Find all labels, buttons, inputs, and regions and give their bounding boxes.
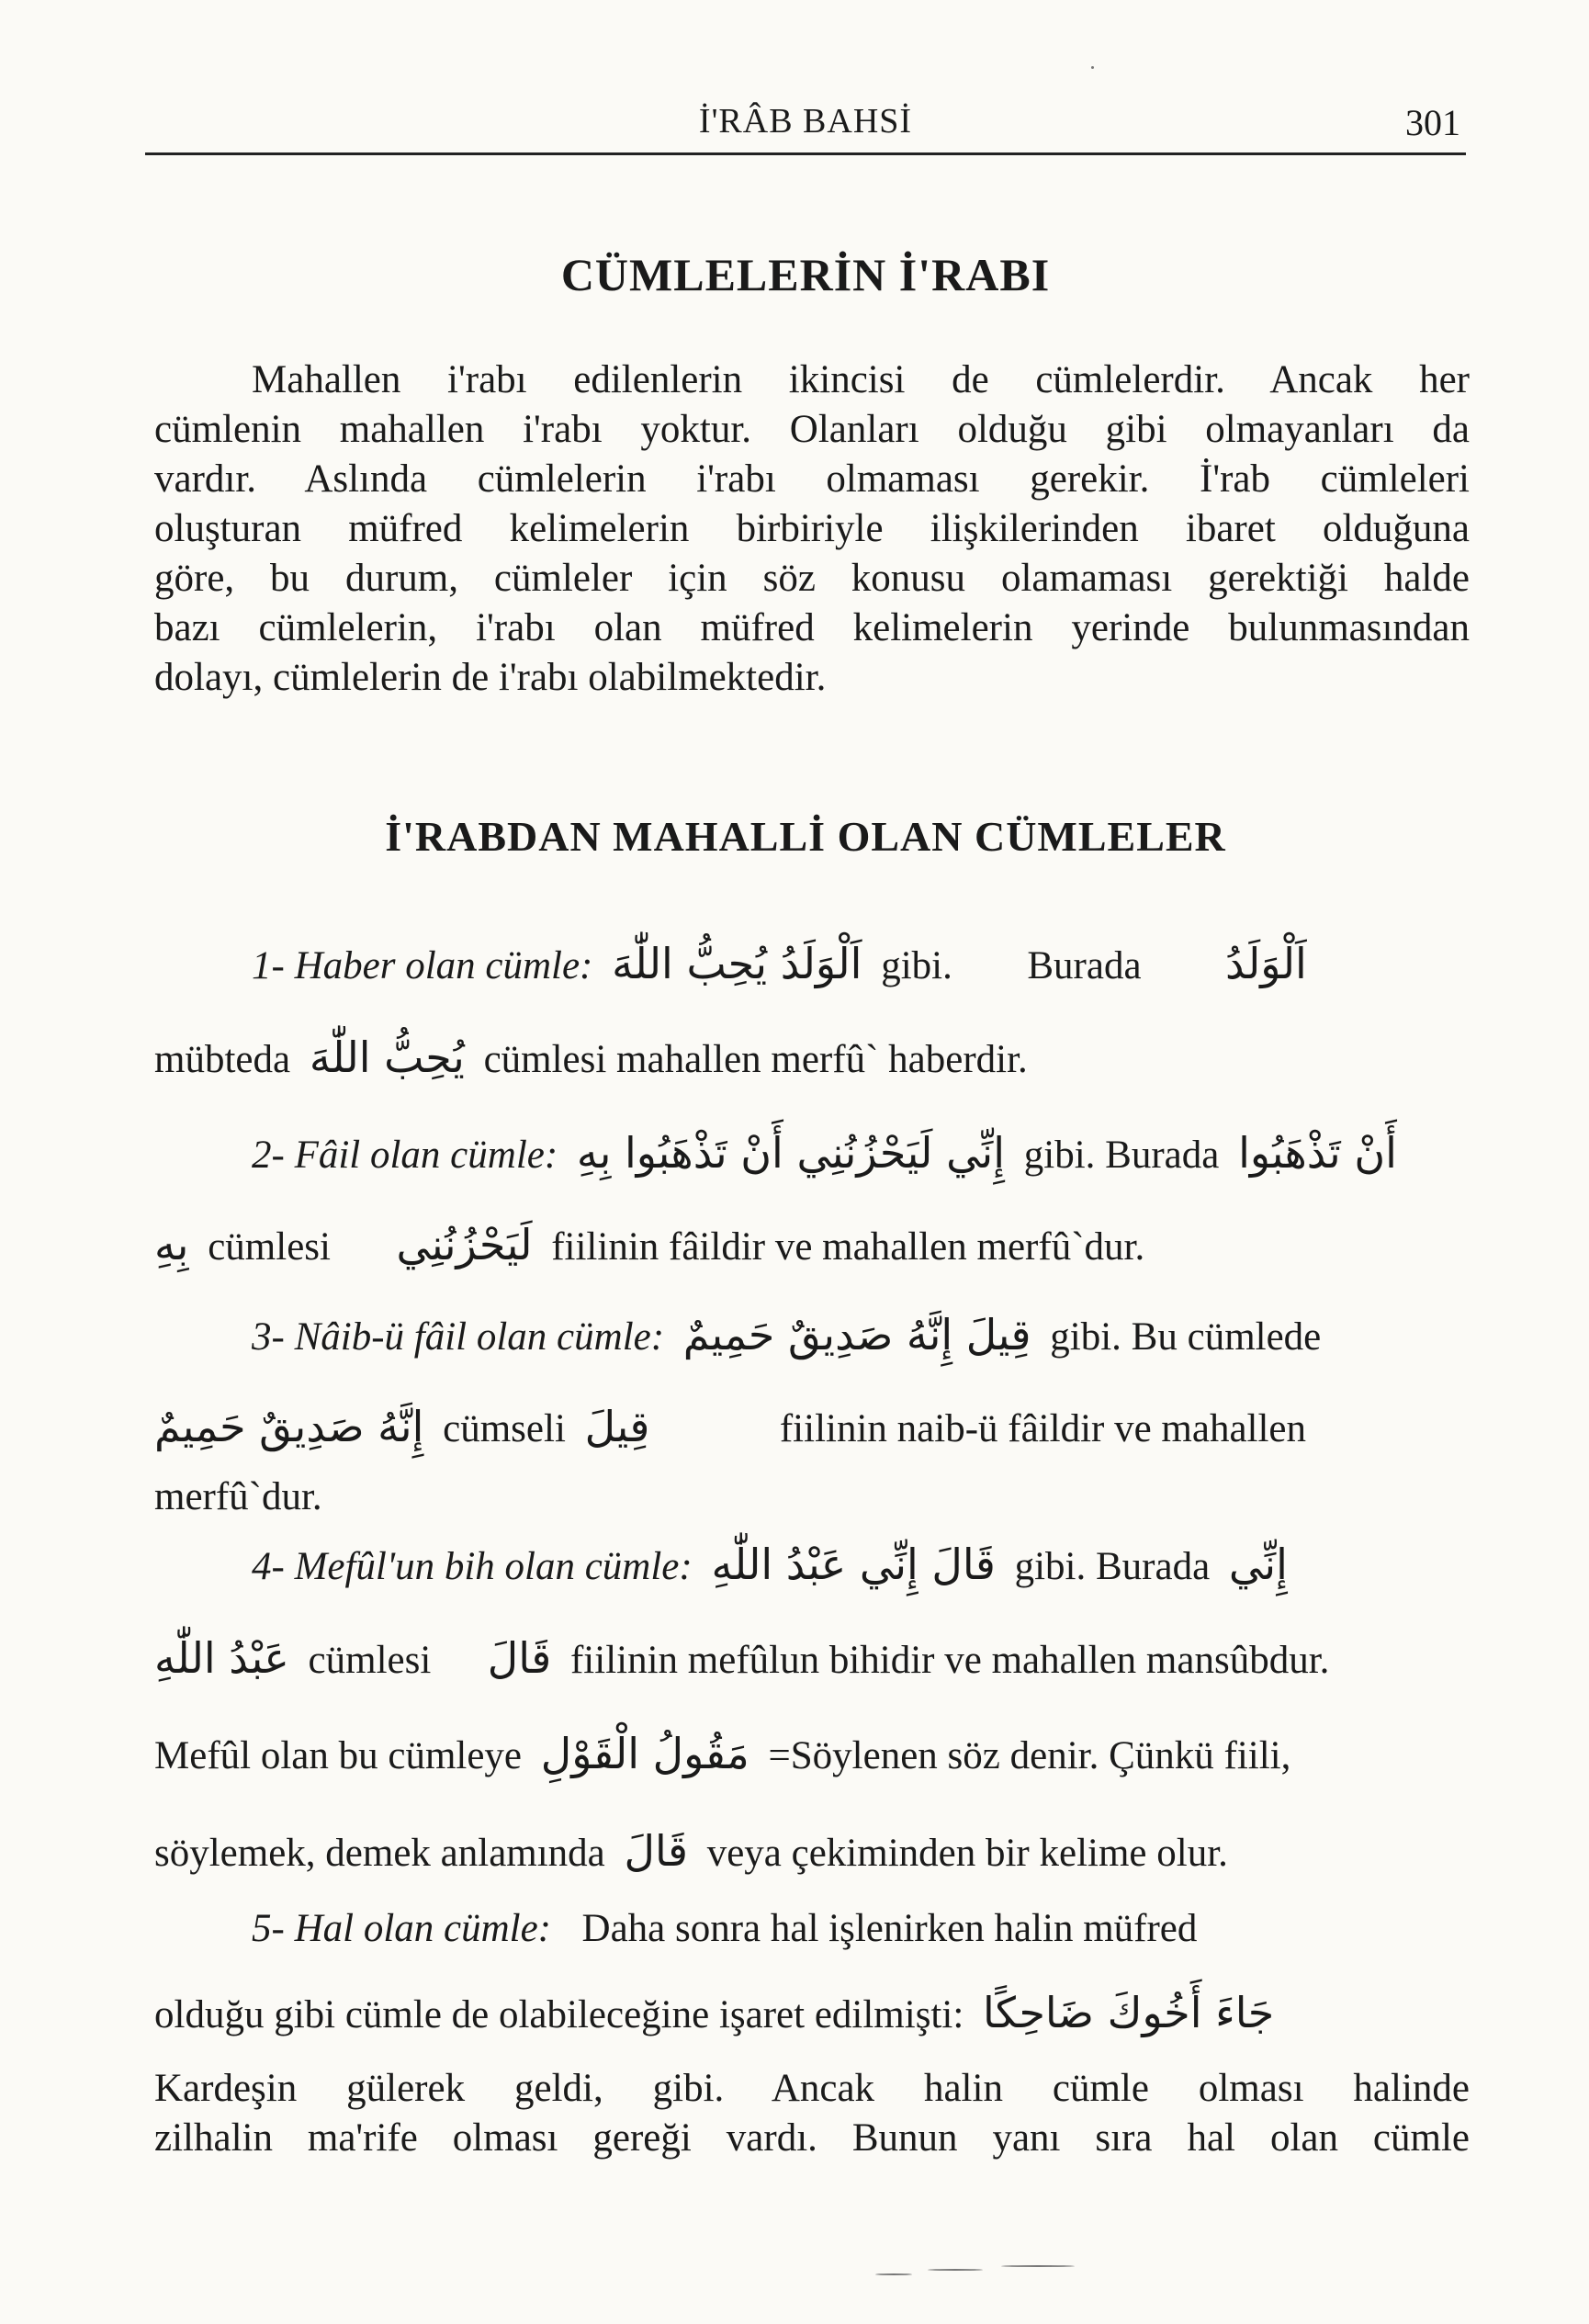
item-line <box>252 1310 1470 1361</box>
text: veya çekiminden bir kelime olur. <box>706 1832 1228 1875</box>
item-line <box>154 1220 1470 1271</box>
arabic-term: اَلْوَلَدُ <box>1225 939 1307 988</box>
scan-speck <box>1001 2265 1075 2267</box>
arabic-example: قَالَ إِنِّي عَبْدُ اللّٰهِ <box>711 1540 996 1589</box>
text: fiilinin fâildir ve mahallen merfû`dur. <box>551 1225 1145 1269</box>
text: Daha sonra hal işlenirken halin müfred <box>581 1907 1198 1950</box>
item-label: 4- Mefûl'un bih olan cümle: <box>252 1545 693 1588</box>
burada-text: Burada <box>1027 944 1142 987</box>
arabic-example: إِنِّي لَيَحْزُنُنِي أَنْ تَذْهَبُوا بِهِ <box>576 1128 1005 1178</box>
running-title: İ'RÂB BAHSİ <box>698 102 913 141</box>
text: Mefûl olan bu cümleye <box>154 1734 523 1777</box>
text: mübteda <box>154 1038 291 1081</box>
item-line: merfû`dur. <box>154 1475 322 1518</box>
arabic-term: إِنَّهُ صَدِيقٌ حَمِيمٌ <box>154 1402 424 1451</box>
text: fiilinin naib-ü fâildir ve mahallen <box>779 1407 1307 1450</box>
text: =Söylenen söz denir. Çünkü fiili, <box>768 1734 1291 1777</box>
item-label: 2- Fâil olan cümle: <box>252 1134 558 1177</box>
intro-line: Mahallen i'rabı edilenlerin ikincisi de cümlelerdir. Ancak her <box>252 358 1470 401</box>
item-label: 1- Haber olan cümle: <box>252 944 593 987</box>
arabic-example: جَاءَ أَخُوكَ ضَاحِكًا <box>983 1988 1275 2037</box>
arabic-term: يُحِبُّ اللّٰهَ <box>309 1032 465 1082</box>
gibi-text: gibi. <box>1023 1134 1096 1177</box>
text: cümlesi <box>208 1225 331 1269</box>
arabic-term: إِنِّي <box>1228 1540 1288 1589</box>
arabic-term: لَيَحْزُنُنِي <box>396 1220 533 1269</box>
item-line <box>154 1032 1470 1084</box>
item-line <box>154 1826 1470 1878</box>
item-line <box>252 1905 1470 1953</box>
text: Bu cümlede <box>1131 1315 1322 1359</box>
intro-line: oluşturan müfred kelimelerin birbiriyle ilişkilerinden ibaret olduğuna <box>154 507 1470 550</box>
item-line <box>252 939 1470 990</box>
arabic-term: قَالَ <box>624 1826 688 1876</box>
arabic-term: عَبْدُ اللّٰهِ <box>154 1633 289 1683</box>
gibi-text: gibi. <box>881 944 952 987</box>
arabic-term: قَالَ <box>487 1633 552 1683</box>
arabic-term: أَنْ تَذْهَبُوا <box>1238 1128 1397 1178</box>
arabic-example: قِيلَ إِنَّهُ صَدِيقٌ حَمِيمٌ <box>682 1310 1031 1359</box>
item-line <box>154 1729 1470 1780</box>
text: söylemek, demek anlamında <box>154 1832 605 1875</box>
text: cümlesi mahallen merfû` haberdir. <box>483 1038 1028 1081</box>
scan-speck <box>928 2269 983 2271</box>
item-line <box>154 1988 1470 2039</box>
item-line <box>252 1540 1470 1591</box>
item-line <box>154 1633 1470 1685</box>
intro-line: dolayı, cümlelerin de i'rabı olabilmektedir. <box>154 656 827 699</box>
burada-text: Burada <box>1105 1134 1220 1177</box>
arabic-term: بِهِ <box>154 1220 189 1269</box>
arabic-term: قِيلَ <box>584 1402 650 1451</box>
item-line: Kardeşin gülerek geldi, gibi. Ancak halin cümle olması halinde <box>154 2067 1470 2110</box>
section-title: İ'RABDAN MAHALLİ OLAN CÜMLELER <box>385 813 1226 860</box>
gibi-text: gibi. <box>1050 1315 1121 1359</box>
gibi-text: gibi. <box>1014 1545 1087 1588</box>
text: fiilinin mefûlun bihidir ve mahallen mansûbdur. <box>569 1639 1330 1682</box>
text: olduğu gibi cümle de olabileceğine işaret edilmişti: <box>154 1993 964 2036</box>
scan-speck <box>1091 66 1094 69</box>
burada-text: Burada <box>1096 1545 1211 1588</box>
arabic-example: اَلْوَلَدُ يُحِبُّ اللّٰهَ <box>612 939 862 988</box>
intro-line: vardır. Aslında cümlelerin i'rabı olmaması gerekir. İ'rab cümleleri <box>154 457 1470 501</box>
text: cümlesi <box>308 1639 432 1682</box>
page-header <box>145 88 1466 155</box>
page-title: CÜMLELERİN İ'RABI <box>560 249 1051 300</box>
intro-line: göre, bu durum, cümleler için söz konusu olamaması gerektiği halde <box>154 557 1470 600</box>
item-line <box>252 1128 1470 1179</box>
arabic-term: مَقُولُ الْقَوْلِ <box>540 1729 749 1778</box>
item-line <box>154 1402 1470 1453</box>
item-label: 3- Nâib-ü fâil olan cümle: <box>252 1315 665 1359</box>
intro-line: cümlenin mahallen i'rabı yoktur. Olanları olduğu gibi olmayanları da <box>154 408 1470 451</box>
intro-line: bazı cümlelerin, i'rabı olan müfred kelimelerin yerinde bulunmasından <box>154 606 1470 649</box>
item-line: zilhalin ma'rife olması gereği vardı. Bunun yanı sıra hal olan cümle <box>154 2116 1470 2160</box>
item-label: 5- Hal olan cümle: <box>252 1907 552 1950</box>
text: cümseli <box>443 1407 566 1450</box>
page-number: 301 <box>1405 102 1460 143</box>
scan-speck <box>875 2273 912 2275</box>
